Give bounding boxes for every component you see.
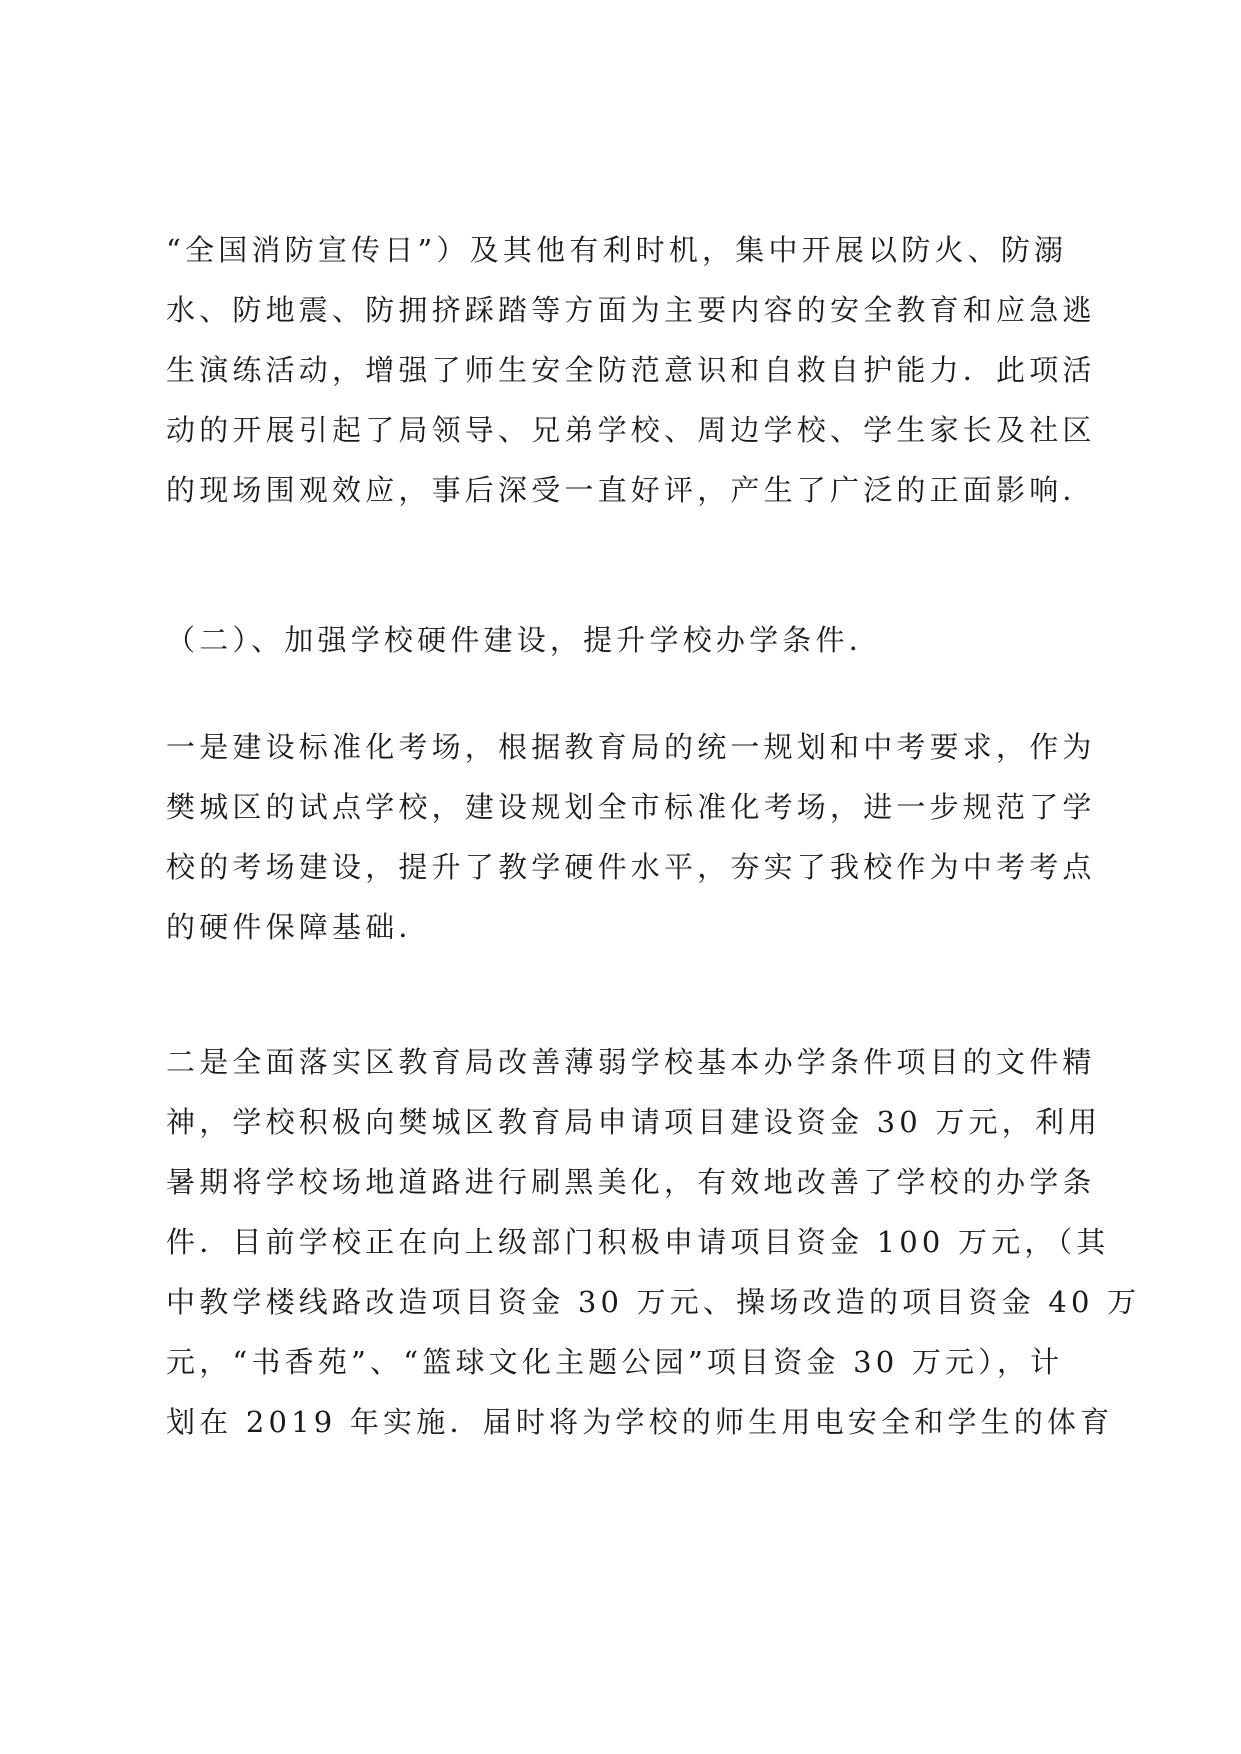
text-line: 樊城区的试点学校，建设规划全市标准化考场，进一步规范了学 <box>166 790 1096 824</box>
text-line: “全国消防宣传日”）及其他有利时机，集中开展以防火、防溺 <box>166 233 1068 267</box>
text-line: 划在 2019 年实施．届时将为学校的师生用电安全和学生的体育 <box>166 1405 1114 1439</box>
text-line: 一是建设标准化考场，根据教育局的统一规划和中考要求，作为 <box>166 730 1096 764</box>
paragraph-standard-exam-rooms <box>166 717 1096 957</box>
text-line: 神，学校积极向樊城区教育局申请项目建设资金 30 万元，利用 <box>166 1105 1102 1139</box>
text-line: 生演练活动，增强了师生安全防范意识和自救自护能力．此项活 <box>166 353 1096 387</box>
section-heading <box>166 610 1086 670</box>
text-line: 二是全面落实区教育局改善薄弱学校基本办学条件项目的文件精 <box>166 1045 1096 1079</box>
text-line: 暑期将学校场地道路进行刷黑美化，有效地改善了学校的办学条 <box>166 1165 1096 1199</box>
paragraph-school-conditions <box>166 1032 1141 1452</box>
text-line: 校的考场建设，提升了教学硬件水平，夯实了我校作为中考考点 <box>166 850 1096 884</box>
text-line: 元，“书香苑”、“篮球文化主题公园”项目资金 30 万元），计 <box>166 1345 1064 1379</box>
text-line: 件．目前学校正在向上级部门积极申请项目资金 100 万元，（其 <box>166 1225 1110 1259</box>
text-line: 中教学楼线路改造项目资金 30 万元、操场改造的项目资金 40 万 <box>166 1285 1141 1319</box>
paragraph-safety-drills <box>166 220 1096 520</box>
heading-text: （二）、加强学校硬件建设，提升学校办学条件． <box>166 623 882 657</box>
text-line: 水、防地震、防拥挤踩踏等方面为主要内容的安全教育和应急逃 <box>166 293 1096 327</box>
text-line: 的硬件保障基础． <box>166 910 432 944</box>
text-line: 动的开展引起了局领导、兄弟学校、周边学校、学生家长及社区 <box>166 413 1096 447</box>
text-line: 的现场围观效应，事后深受一直好评，产生了广泛的正面影响． <box>166 473 1096 507</box>
